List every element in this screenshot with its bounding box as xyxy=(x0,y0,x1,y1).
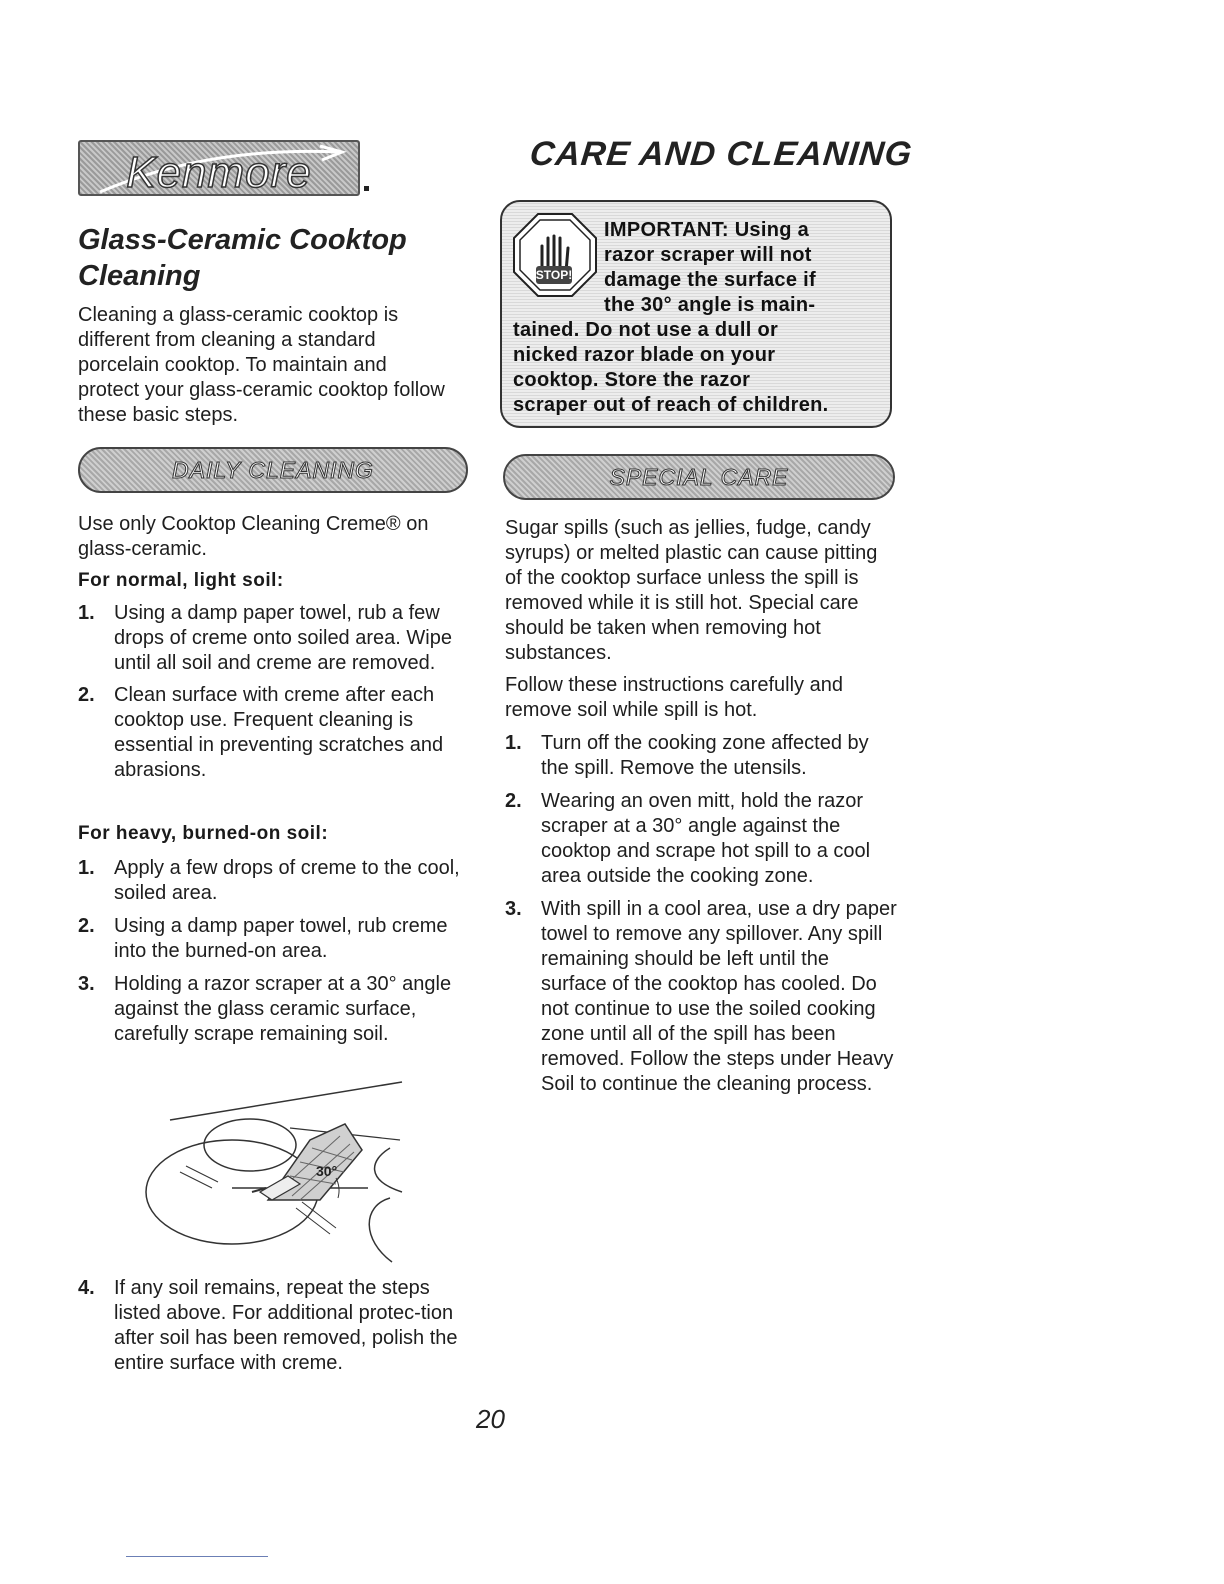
important-line: IMPORTANT: Using a xyxy=(604,219,810,241)
step-number: 2. xyxy=(505,790,522,812)
step-number: 2. xyxy=(78,684,95,706)
page-title: CARE AND CLEANING xyxy=(528,135,915,173)
important-line: tained. Do not use a dull or xyxy=(513,319,779,341)
special-care-header xyxy=(503,454,895,500)
special-care-label: SPECIAL CARE xyxy=(609,464,789,490)
stop-hand-icon xyxy=(512,212,598,298)
list-item xyxy=(78,601,470,676)
scraper-illustration xyxy=(140,1080,420,1270)
important-line: damage the surface if xyxy=(604,269,816,291)
step-number: 3. xyxy=(78,973,95,995)
list-item xyxy=(505,789,899,889)
kenmore-logo xyxy=(78,140,360,196)
special-care-paragraph: Sugar spills (such as jellies, fudge, candy syrups) or melted plastic can cause pitting of the cooktop surface unless the spill is removed while it is still hot. Special care should be taken when removing hot substances. xyxy=(505,517,878,664)
list-item xyxy=(78,1276,470,1376)
list-item xyxy=(505,897,899,1097)
step-text: Holding a razor scraper at a 30° angle against the glass ceramic surface, carefully scrape remaining soil. xyxy=(114,973,452,1045)
step-number: 1. xyxy=(505,732,522,754)
logo-text: Kenmore xyxy=(126,148,312,196)
step-text: Turn off the cooking zone affected by the spill. Remove the utensils. xyxy=(541,732,869,779)
step-text: Apply a few drops of creme to the cool, soiled area. xyxy=(114,857,460,904)
important-line: nicked razor blade on your xyxy=(513,344,776,366)
logo-dot xyxy=(364,186,369,191)
page-number: 20 xyxy=(476,1404,505,1434)
divider xyxy=(126,1556,268,1557)
special-care-paragraph: Follow these instructions carefully and remove soil while spill is hot. xyxy=(505,674,843,721)
step-number: 4. xyxy=(78,1277,95,1299)
important-line: scraper out of reach of children. xyxy=(513,394,829,416)
list-item xyxy=(505,731,899,781)
step-text: Using a damp paper towel, rub a few drops of creme onto soiled area. Wipe until all soil and creme are removed. xyxy=(114,602,452,674)
step-text: Using a damp paper towel, rub creme into the burned-on area. xyxy=(114,915,448,962)
special-care-steps xyxy=(505,731,899,1097)
step-text: If any soil remains, repeat the steps listed above. For additional protec-tion after soil has been removed, polish the entire surface with creme. xyxy=(114,1277,458,1374)
list-item xyxy=(78,914,470,964)
step-text: With spill in a cool area, use a dry paper towel to remove any spillover. Any spill remaining should be left until the surface of the cooktop has cooled. Do not continue to use the soiled cooking zone until all of the spill has been removed. Follow the steps under Heavy Soil to continue the cleaning process. xyxy=(541,898,897,1095)
step-text: Clean surface with creme after each cooktop use. Frequent cleaning is essential in preventing scratches and abrasions. xyxy=(114,684,444,781)
daily-intro: Use only Cooktop Cleaning Creme® on glass-ceramic. xyxy=(78,513,429,560)
step-number: 2. xyxy=(78,915,95,937)
daily-cleaning-header xyxy=(78,447,468,493)
list-item xyxy=(78,856,470,906)
section-title: Glass-Ceramic Cooktop Cleaning xyxy=(78,224,407,292)
step-number: 1. xyxy=(78,857,95,879)
final-step xyxy=(78,1276,470,1376)
step-text: Wearing an oven mitt, hold the razor scraper at a 30° angle against the cooktop and scrape hot spill to a cool area outside the cooking zone. xyxy=(541,790,871,887)
step-number: 1. xyxy=(78,602,95,624)
heavy-soil-steps xyxy=(78,856,470,1047)
normal-soil-steps xyxy=(78,601,470,783)
heavy-soil-heading: For heavy, burned-on soil: xyxy=(78,823,329,844)
list-item xyxy=(78,972,470,1047)
list-item xyxy=(78,683,470,783)
important-line: cooktop. Store the razor xyxy=(513,369,751,391)
step-number: 3. xyxy=(505,898,522,920)
stop-label: STOP! xyxy=(535,268,573,282)
daily-cleaning-label: DAILY CLEANING xyxy=(172,457,374,483)
angle-label: 30° xyxy=(316,1163,338,1179)
intro-paragraph: Cleaning a glass-ceramic cooktop is different from cleaning a standard porcelain cooktop. To maintain and protect your glass-ceramic cooktop follow these basic steps. xyxy=(78,304,445,426)
normal-soil-heading: For normal, light soil: xyxy=(78,570,284,591)
important-line: the 30° angle is main- xyxy=(604,294,816,316)
important-line: razor scraper will not xyxy=(604,244,812,266)
